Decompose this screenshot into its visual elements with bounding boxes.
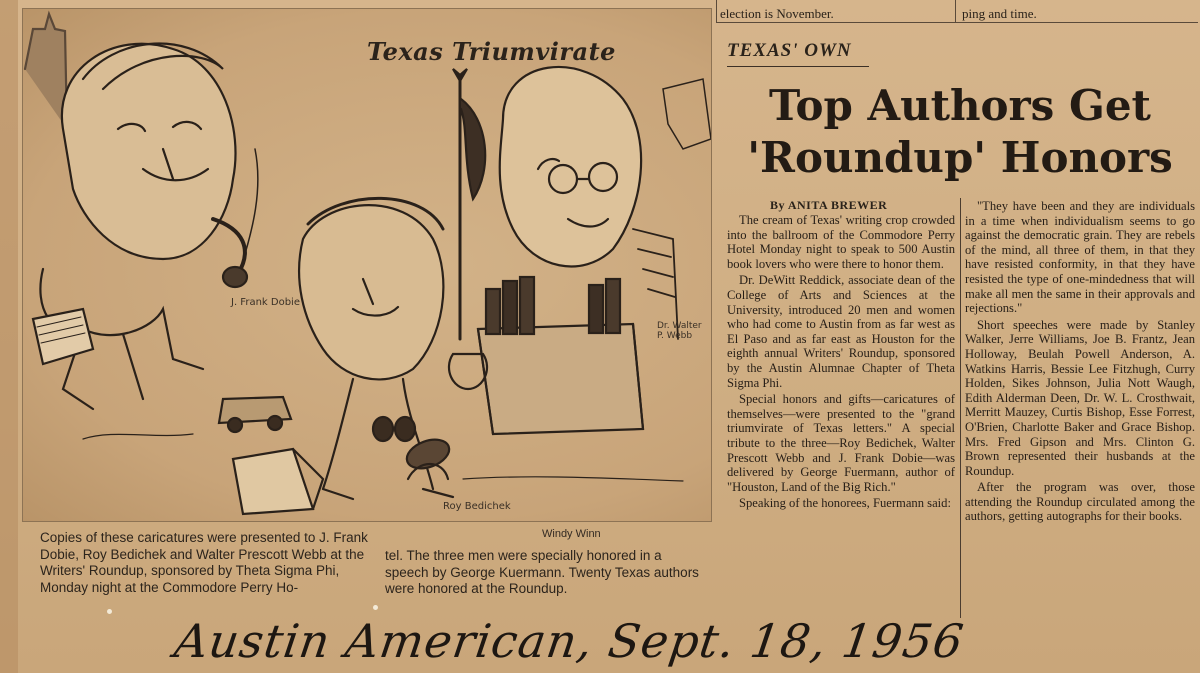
column-divider [955, 0, 956, 22]
staple-hole [373, 605, 378, 610]
paragraph: Dr. DeWitt Reddick, associate dean of the College of Arts and Sciences at the University, introduced 20 men and women who had come to Austin from as far west as El Paso and as far east as Houston for the eighth annual Writers' Roundup, sponsored by the Austin Alumnae Chapter of Theta Sigma Phi. [727, 273, 955, 390]
paragraph: "They have been and they are individuals in a time when individualism seems to go against the democratic grain. They are rebels of the mind, all three of them, in that they have resisted conformity, in that they have resisted the type of one-mindedness that will make all men the same in their approvals and rejections." [965, 199, 1195, 316]
section-rule [716, 22, 1198, 23]
article-kicker: TEXAS' OWN [727, 40, 852, 61]
article-column-1 [727, 213, 955, 513]
article-headline [740, 80, 1180, 184]
byline: By ANITA BREWER [770, 198, 888, 212]
previous-article-fragment: election is November. [720, 6, 834, 21]
kicker-underline [727, 66, 869, 67]
cartoon-title: Texas Triumvirate [367, 37, 616, 66]
photo-caption-right: tel. The three men were specially honored in a speech by George Kuermann. Twenty Texas authors were honored at the Roundup. [385, 548, 699, 596]
caricature-drawing [23, 9, 711, 521]
signature-dobie: J. Frank Dobie [231, 297, 300, 308]
signature-bedichek: Roy Bedichek [443, 501, 511, 512]
paragraph: Speaking of the honorees, Fuermann said: [739, 496, 951, 511]
handwritten-source-note: Austin American, Sept. 18, 1956 [171, 614, 968, 668]
headline-line: 'Roundup' Honors [747, 133, 1173, 182]
column-divider [960, 198, 961, 618]
staple-hole [107, 609, 112, 614]
previous-article-fragment: ping and time. [962, 6, 1037, 21]
caricature-illustration [22, 8, 712, 522]
paragraph: After the program was over, those attending the Roundup circulated among the authors, getting autographs for their books. [965, 480, 1195, 524]
photo-caption-left: Copies of these caricatures were presented to J. Frank Dobie, Roy Bedichek and Walter Prescott Webb at the Writers' Roundup, sponsored by Theta Sigma Phi, Monday night at the Commodore Perry Ho- [40, 530, 368, 595]
paragraph: Special honors and gifts—caricatures of themselves—were presented to the "grand triumvirate of Texas letters." A special tribute to the three—Roy Bedichek, Walter Prescott Webb and J. Frank Dobie—was delivered by George Fuermann, author of "Houston, Land of the Big Rich." [727, 392, 955, 494]
headline-line: Top Authors Get [769, 81, 1151, 130]
article-column-2 [965, 199, 1195, 526]
torn-edge [0, 0, 18, 673]
signature-webb: Dr. Walter P. Webb [657, 321, 702, 341]
column-divider [716, 0, 717, 22]
paragraph: The cream of Texas' writing crop crowded into the ballroom of the Commodore Perry Hotel Monday night to speak to 500 Austin book lovers who were there to honor them. [727, 213, 955, 271]
paragraph: Short speeches were made by Stanley Walker, Jerre Williams, Joe B. Frantz, Jean Holloway, Beulah Powell Anderson, A. Watkins Harris, Bessie Lee Fitzhugh, Curry Holden, Sikes Johnson, Julia Nott Waugh, Edith Alderman Deen, Dr. W. L. Crosthwait, Merritt Mauzey, Curtis Bishop, Esse Forrest, O'Brien, Charlotte Baker and Grace Bishop. Mrs. Fred Gipson and Mrs. Clinton G. Brown represented their husbands at the Roundup. [965, 317, 1195, 478]
artist-credit: Windy Winn [542, 528, 601, 540]
